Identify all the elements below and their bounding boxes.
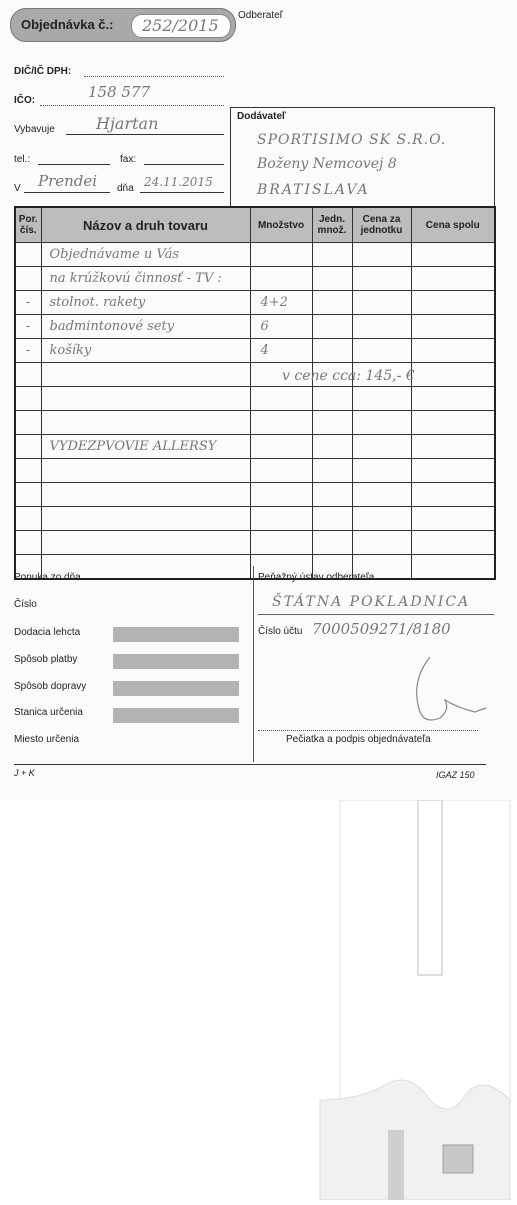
handled-by-label: Vybavuje [14, 124, 55, 135]
payment-method-label: Spôsob platby [14, 654, 78, 665]
customer-label: Odberateľ [238, 10, 283, 21]
row-item-name-cell[interactable] [41, 387, 250, 411]
row-quantity-cell[interactable]: 4+2 [250, 291, 312, 315]
row-unit-price-cell[interactable] [352, 411, 411, 435]
row-unit-price-cell[interactable] [352, 387, 411, 411]
bank-label: Peňažný ústav odberateľa [258, 572, 375, 583]
row-quantity-cell[interactable] [250, 243, 312, 267]
row-number-cell[interactable] [15, 483, 41, 507]
row-unit-cell[interactable] [312, 531, 352, 555]
row-unit-cell[interactable] [312, 459, 352, 483]
lower-paper-area [0, 800, 517, 1200]
table-row [15, 387, 495, 411]
order-number-label: Objednávka č.: [21, 17, 114, 32]
bottom-rule [14, 764, 486, 765]
ico-label: IČO: [14, 95, 36, 106]
order-number-field[interactable] [131, 14, 231, 38]
row-quantity-cell[interactable]: 6 [250, 315, 312, 339]
row-total-price-cell[interactable] [411, 291, 495, 315]
row-total-price-cell[interactable] [411, 363, 495, 387]
row-unit-price-cell[interactable] [352, 459, 411, 483]
table-row [15, 363, 495, 387]
row-total-price-cell[interactable] [411, 243, 495, 267]
date-field[interactable] [140, 192, 224, 193]
row-item-name-cell[interactable]: Objednávame u Vás [41, 243, 250, 267]
table-row [15, 339, 495, 363]
row-quantity-cell[interactable] [250, 435, 312, 459]
bank-field[interactable] [258, 614, 494, 615]
clip-square-icon [443, 1145, 473, 1173]
fax-field[interactable] [144, 164, 224, 165]
table-row [15, 435, 495, 459]
row-unit-price-cell[interactable] [352, 483, 411, 507]
row-quantity-cell[interactable] [250, 387, 312, 411]
row-item-name-cell[interactable] [41, 411, 250, 435]
fax-label: fax: [120, 154, 137, 165]
payment-method-field[interactable] [113, 654, 239, 669]
row-total-price-cell[interactable] [411, 483, 495, 507]
table-row [15, 531, 495, 555]
row-unit-cell[interactable] [312, 267, 352, 291]
date-label: dňa [117, 183, 134, 194]
place-prefix: V [14, 183, 21, 194]
row-number-cell[interactable]: - [15, 291, 41, 315]
row-number-cell[interactable] [15, 387, 41, 411]
table-header-row [15, 207, 495, 243]
col-header-quantity: Množstvo [250, 207, 312, 243]
table-row [15, 267, 495, 291]
row-total-price-cell[interactable] [411, 387, 495, 411]
signature-label: Pečiatka a podpis objednávateľa [286, 734, 431, 745]
table-row [15, 315, 495, 339]
row-total-price-cell[interactable] [411, 459, 495, 483]
transport-method-field[interactable] [113, 681, 239, 696]
clip-bar-icon [388, 1130, 404, 1200]
row-unit-price-cell[interactable] [352, 243, 411, 267]
row-total-price-cell[interactable] [411, 507, 495, 531]
row-number-cell[interactable] [15, 531, 41, 555]
delivery-deadline-field[interactable] [113, 627, 239, 642]
row-unit-price-cell[interactable] [352, 531, 411, 555]
row-unit-price-cell[interactable] [352, 291, 411, 315]
row-unit-price-cell[interactable] [352, 315, 411, 339]
supplier-city: BRATISLAVA [257, 182, 370, 198]
total-note: v cene cca: 145,- € [282, 368, 415, 384]
handled-by-field[interactable] [66, 134, 224, 135]
account-label: Číslo účtu [258, 626, 303, 637]
row-quantity-cell[interactable] [250, 531, 312, 555]
table-row [15, 459, 495, 483]
row-total-price-cell[interactable] [411, 315, 495, 339]
destination-station-label: Stanica určenia [14, 707, 83, 718]
row-item-name-cell[interactable] [41, 483, 250, 507]
place-value: Prendei [38, 172, 98, 190]
row-unit-cell[interactable] [312, 291, 352, 315]
row-unit-price-cell[interactable] [352, 507, 411, 531]
row-number-cell[interactable] [15, 507, 41, 531]
signature-graphic [300, 652, 500, 732]
row-unit-price-cell[interactable] [352, 267, 411, 291]
row-unit-cell[interactable] [312, 243, 352, 267]
handled-by-value: Hjartan [96, 114, 159, 133]
row-number-cell[interactable] [15, 435, 41, 459]
row-number-cell[interactable] [15, 267, 41, 291]
transport-method-label: Spôsob dopravy [14, 681, 87, 692]
bank-value: ŠTÁTNA POKLADNICA [272, 594, 471, 610]
signature-field[interactable] [258, 730, 478, 731]
row-quantity-cell[interactable] [250, 483, 312, 507]
destination-station-field[interactable] [113, 708, 239, 723]
row-number-cell[interactable]: - [15, 339, 41, 363]
supplier-name: SPORTISIMO SK S.R.O. [257, 132, 447, 148]
row-item-name-cell[interactable]: stolnot. rakety [41, 291, 250, 315]
account-value: 7000509271/8180 [312, 620, 451, 638]
row-number-cell[interactable]: - [15, 315, 41, 339]
table-row [15, 411, 495, 435]
row-quantity-cell[interactable] [250, 459, 312, 483]
order-number-value: 252/2015 [142, 16, 219, 35]
row-total-price-cell[interactable] [411, 339, 495, 363]
row-unit-cell[interactable] [312, 387, 352, 411]
footer-divider [253, 566, 254, 762]
row-unit-price-cell[interactable] [352, 435, 411, 459]
table-row [15, 507, 495, 531]
row-item-name-cell[interactable] [41, 531, 250, 555]
row-item-name-cell[interactable]: VYDEZPVOVIE ALLERSY [41, 435, 250, 459]
row-total-price-cell[interactable] [411, 267, 495, 291]
row-quantity-cell[interactable] [250, 267, 312, 291]
row-number-cell[interactable] [15, 243, 41, 267]
destination-place-label: Miesto určenia [14, 734, 80, 745]
binder-clip-shape [320, 1080, 510, 1200]
tel-field[interactable] [38, 164, 110, 165]
supplier-street: Boženy Nemcovej 8 [257, 156, 397, 172]
row-item-name-cell[interactable] [41, 459, 250, 483]
binder-clip-graphic [0, 800, 517, 1200]
dic-field[interactable] [84, 76, 224, 77]
ico-field[interactable] [40, 105, 224, 106]
ico-value: 158 577 [88, 83, 151, 101]
col-header-number: Por. čís. [15, 207, 41, 243]
row-unit-cell[interactable] [312, 507, 352, 531]
table-row [15, 555, 495, 580]
row-total-price-cell[interactable] [411, 411, 495, 435]
row-total-price-cell[interactable] [411, 555, 495, 580]
row-unit-cell[interactable] [312, 315, 352, 339]
table-row [15, 291, 495, 315]
row-unit-cell[interactable] [312, 411, 352, 435]
row-total-price-cell[interactable] [411, 531, 495, 555]
row-unit-price-cell[interactable] [352, 339, 411, 363]
col-header-item-name: Názov a druh tovaru [41, 207, 250, 243]
row-quantity-cell[interactable] [250, 411, 312, 435]
place-field[interactable] [24, 192, 110, 193]
row-number-cell[interactable] [15, 459, 41, 483]
row-unit-cell[interactable] [312, 435, 352, 459]
col-header-total-price: Cena spolu [411, 207, 495, 243]
offer-date-label: Ponuka zo dňa [14, 572, 81, 583]
form-code-left: J + K [14, 768, 35, 778]
items-table [14, 206, 496, 580]
row-item-name-cell[interactable]: košíky [41, 339, 250, 363]
col-header-unit-price: Cena za jednotku [352, 207, 411, 243]
row-unit-cell[interactable] [312, 483, 352, 507]
row-item-name-cell[interactable] [41, 363, 250, 387]
col-header-unit: Jedn. množ. [312, 207, 352, 243]
row-number-cell[interactable] [15, 411, 41, 435]
form-code-right: IGAZ 150 [436, 770, 475, 780]
date-value: 24.11.2015 [144, 175, 213, 189]
row-number-cell[interactable] [15, 363, 41, 387]
supplier-box [230, 107, 495, 206]
delivery-deadline-label: Dodacia lehcta [14, 627, 81, 638]
table-row [15, 243, 495, 267]
tel-label: tel.: [14, 154, 31, 165]
binder-slot [418, 800, 442, 975]
offer-number-label: Číslo [14, 599, 37, 610]
row-item-name-cell[interactable]: badmintonové sety [41, 315, 250, 339]
row-quantity-cell[interactable]: 4 [250, 339, 312, 363]
dic-label: DIČ/IČ DPH: [14, 66, 72, 77]
supplier-label: Dodávateľ [237, 111, 286, 122]
row-unit-cell[interactable] [312, 339, 352, 363]
row-item-name-cell[interactable]: na krúžkovú činnosť - TV : [41, 267, 250, 291]
row-item-name-cell[interactable] [41, 507, 250, 531]
signature-stroke [417, 657, 486, 720]
row-total-price-cell[interactable] [411, 435, 495, 459]
table-row [15, 483, 495, 507]
row-quantity-cell[interactable] [250, 507, 312, 531]
